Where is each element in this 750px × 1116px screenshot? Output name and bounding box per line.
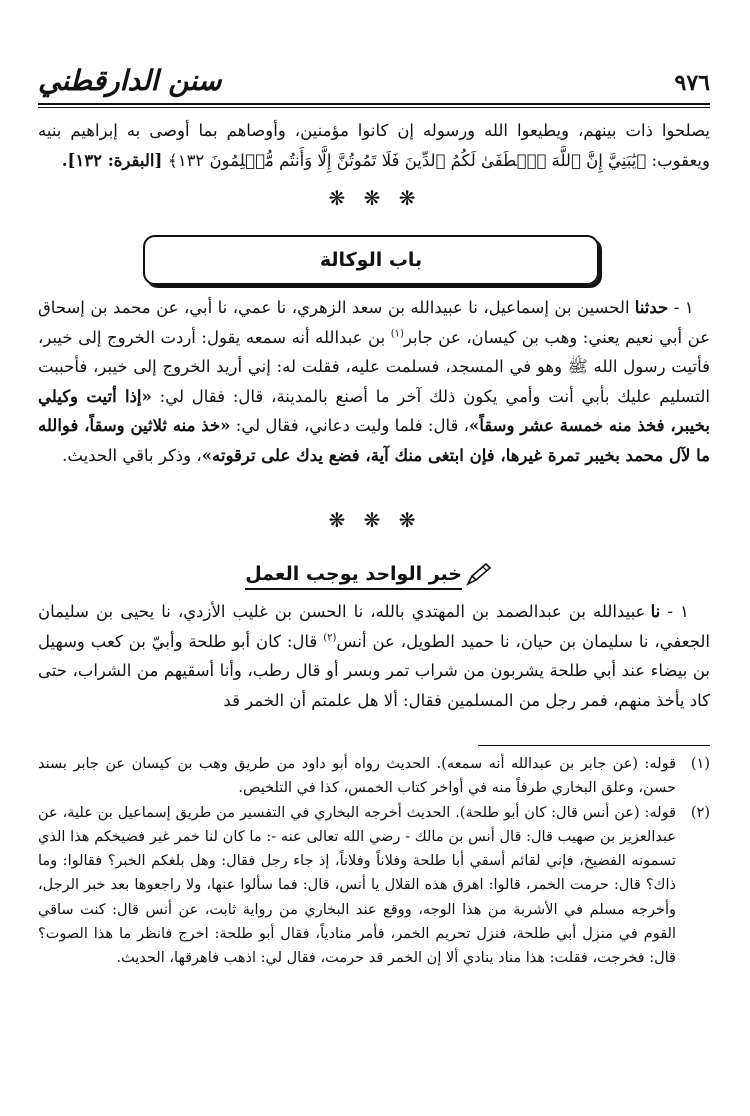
page-header [38,62,710,102]
hadith-text: قال: كان أبو طلحة وأبيّ بن كعب وسهيل بن بيضاء عند أبي طلحة يشربون من شراب تمر وبسر أو قال رطب، وأنا أسقيهم من الشراب، حتى كاد يأخذ منهم، فمر رجل من المسلمين فقال: ألا هل علمتم أن الخمر قد [38,631,710,710]
section-separator: ❋ ❋ ❋ [328,186,422,210]
footnotes [38,752,710,971]
header-divider [38,103,710,108]
prophet-quote-1: «إذا أتيت وكيلي بخيبر، فخذ منه خمسة عشر وسقاً» [38,386,710,435]
section-title: خبر الواحد يوجب العمل [245,563,462,590]
hadith-opening: نا [650,602,661,621]
footnote-number: (٢) [690,804,710,821]
hadith-number: ١ - [668,298,694,317]
footnote-number: (١) [690,756,710,772]
hadith-2 [38,597,710,715]
hadith-opening: حدثنا [634,298,669,317]
footnote-2 [38,801,710,971]
chapter-title: باب الوكالة [319,249,423,271]
footnote-ref-1[interactable]: (١) [390,328,404,339]
intro-line-1: يصلحوا ذات بينهم، ويطيعوا الله ورسوله إن كانوا مؤمنين، وأوصاهم بما أوصى به إبراهيم بنيه [38,121,710,140]
footnote-1 [38,752,710,801]
book-title: سنن الدارقطني [38,64,222,97]
hadith-text-2: ، قال: فلما وليت دعاني، فقال لي: [230,416,469,435]
section-heading [245,562,492,590]
footnote-ref-2[interactable]: (٢) [323,632,337,643]
pen-icon [466,562,492,590]
prophet-quote-2: «خذ منه ثلاثين وسقاً، فوالله ما لآل محمد بخيبر تمرة غيرها، فإن ابتغى منك آية، فضع يدك على ترقوته» [38,416,710,465]
intro-prefix: ويعقوب: [646,150,710,170]
footnote-divider [478,745,710,746]
hadith-ending: ، وذكر باقي الحديث. [62,445,202,465]
quran-reference: [البقرة: ١٣٢]. [61,150,169,170]
hadith-number: ١ - [660,602,689,621]
chapter-title-box [143,235,599,285]
hadith-1 [38,293,710,470]
section-separator-2: ❋ ❋ ❋ [328,508,422,532]
page-number: ٩٧٦ [674,70,710,96]
footnote-text: قوله: (عن جابر بن عبدالله أنه سمعه). الحديث رواه أبو داود من طريق وهب بن كيسان عن جابر بسند حسن، وعلق البخاري طرفاً منه في أواخر كتاب الخمس، كذا في التلخيص. [38,756,676,797]
hadith-isnad: عبيدالله بن عبدالصمد بن المهتدي بالله، نا الحسن بن غليب الأزدي، نا يحيى بن سليمان الجعفي، نا سليمان بن حيان، نا حميد الطويل، عن أنس [38,602,710,651]
intro-paragraph [38,116,710,175]
quran-verse: ﴿يَٰبَنِيَّ إِنَّ ٱللَّهَ ٱصۡطَفَىٰ لَكُمُ ٱلدِّينَ فَلَا تَمُوتُنَّ إِلَّا وَأَنتُم مُّسۡلِمُونَ ١٣٢﴾ [168,150,647,170]
footnote-text: قوله: (عن أنس قال: كان أبو طلحة). الحديث أخرجه البخاري في التفسير من طريق إسماعيل بن علية، عن عبدالعزيز بن صهيب قال: قال أنس بن مالك - رضي الله تعالى عنه -: ما كان لنا خمر غير فضيخكم هذا الذي تسمونه الفضيخ، فإني لقائم أسقي أبا طلحة وفلاناً وفلاناً، إذ جاء رجل فقال: وهل بلغكم الخبر؟ فقالوا: وما ذاك؟ قال: حرمت الخمر، قالوا: اهرق هذه القلال يا أنس، قال: فما سألوا عنها، ولا راجعوها بعد خبر الرجل، وأخرجه مسلم في الأشربة من هذا الوجه، ووقع عند البخاري من رواية ثابت، عن أنس قال: كنت ساقي القوم في منزل أبي طلحة، فنزل تحريم الخمر، فأمر منادياً، فقال أبو طلحة: اخرج فانظر ما هذا الصوت؟ قال: فخرجت، فقلت: هذا مناد ينادي ألا إن الخمر قد حرمت، فقال لي: اذهب فاهرقها، الحديث. [38,804,676,967]
hadith-text: بن عبدالله أنه سمعه يقول: أردت الخروج إلى خيبر، فأتيت رسول الله ﷺ وهو في المسجد، فسلمت عليه، فقلت له: إني أريد الخروج إلى خيبر، فأحببت التسليم عليك بأبي أنت وأمي يكون ذلك آخر ما أصنع بالمدينة، قال: فقال لي: [38,327,710,406]
hadith-isnad: الحسين بن إسماعيل، نا عبيدالله بن سعد الزهري، نا عمي، نا أبي، عن محمد بن إسحاق عن أبي نعيم يعني: وهب بن كيسان، عن جابر [38,298,710,347]
